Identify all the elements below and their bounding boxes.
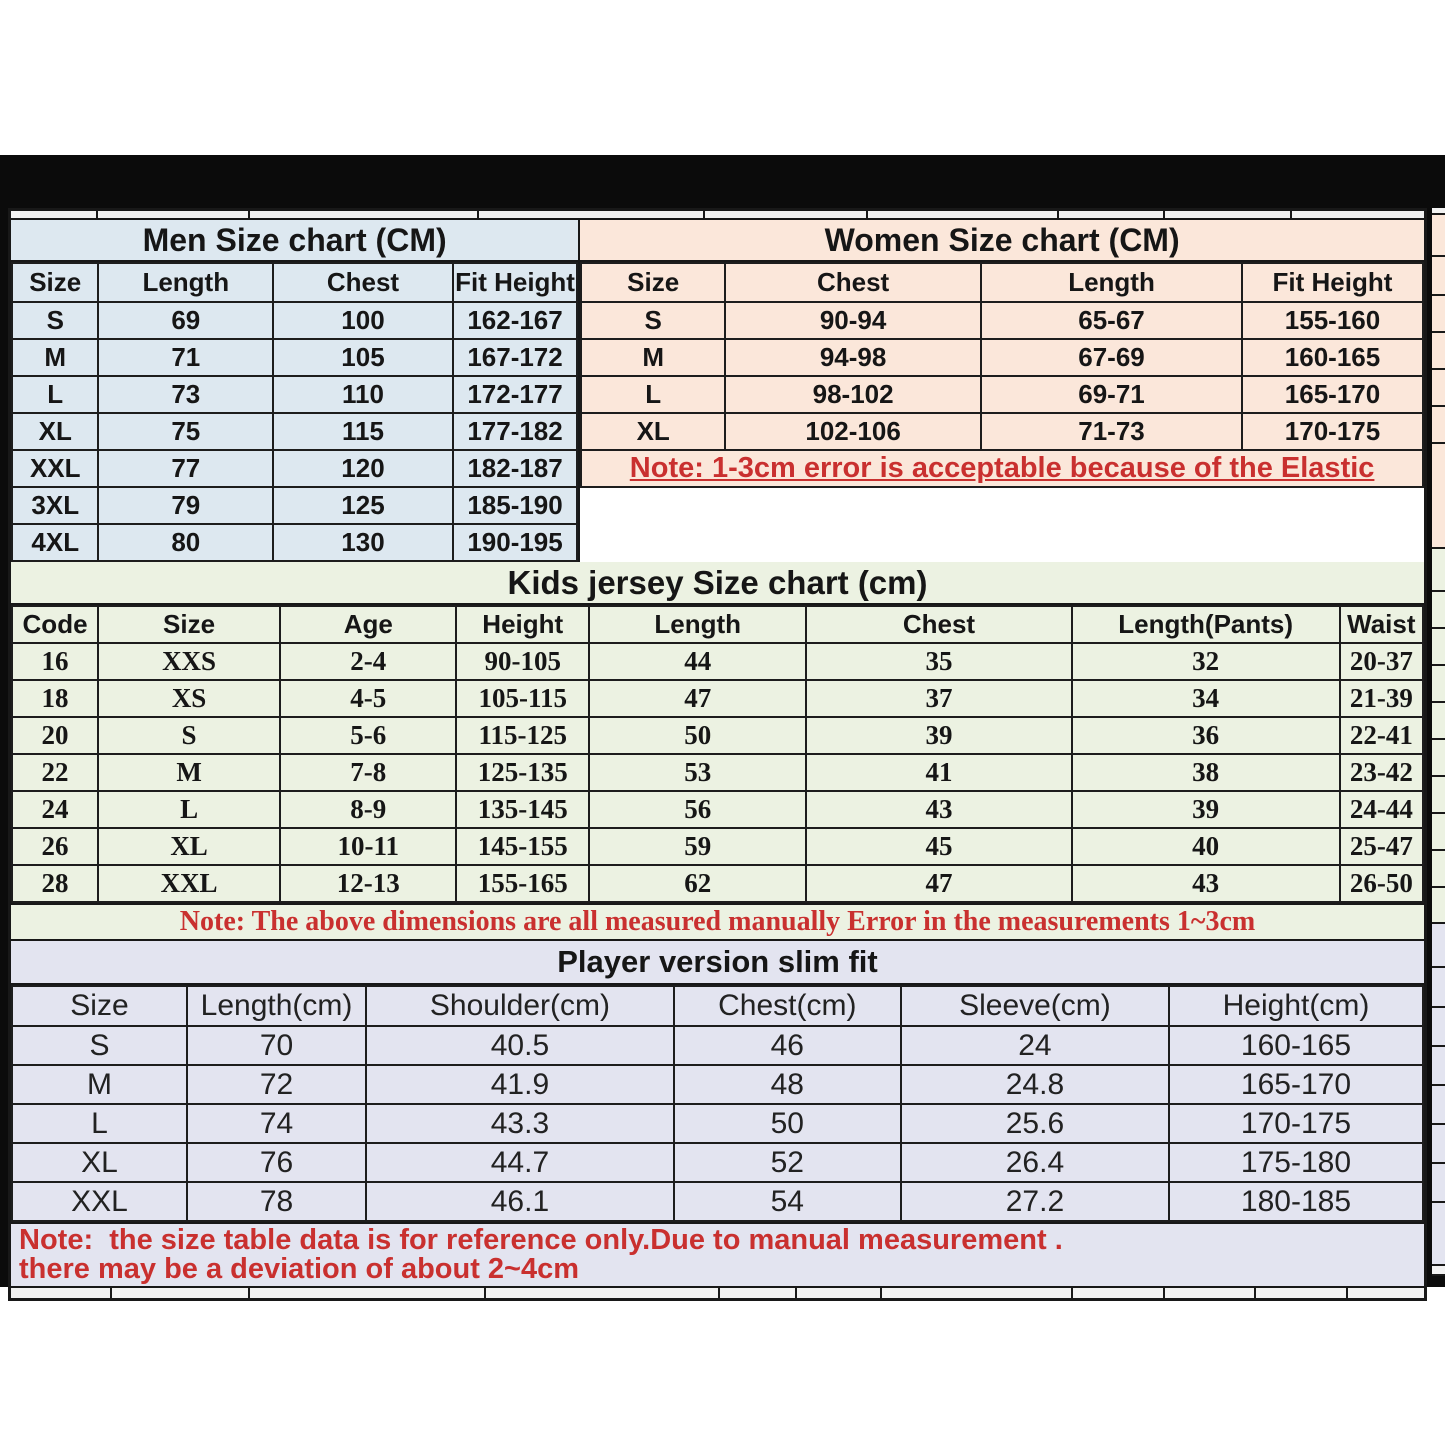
column-header: Size	[12, 986, 187, 1026]
men-chart-title: Men Size chart (CM)	[11, 220, 578, 262]
table-cell: 90-105	[456, 643, 589, 680]
table-cell: 24	[12, 791, 98, 828]
table-cell: 35	[806, 643, 1071, 680]
table-cell: 34	[1072, 680, 1340, 717]
black-band	[0, 155, 1445, 1287]
table-cell: 43	[1072, 865, 1340, 902]
clipped-cell	[1432, 629, 1445, 666]
table-cell: M	[12, 1065, 187, 1104]
table-cell: 47	[589, 680, 806, 717]
table-row	[12, 717, 1423, 754]
women-size-chart	[578, 220, 1424, 562]
table-cell: 26	[12, 828, 98, 865]
clipped-cell	[1432, 968, 1445, 1008]
clipped-row-bottom	[11, 1286, 1424, 1298]
kids-measurement-note: Note: The above dimensions are all measured manually Error in the measurements 1~3cm	[11, 903, 1424, 941]
table-cell: 72	[187, 1065, 366, 1104]
table-cell: 56	[589, 791, 806, 828]
table-cell: S	[98, 717, 280, 754]
table-row	[12, 643, 1423, 680]
table-cell: 23-42	[1340, 754, 1423, 791]
player-version-table	[11, 985, 1424, 1222]
table-cell: 59	[589, 828, 806, 865]
table-cell: 24-44	[1340, 791, 1423, 828]
column-header: Code	[12, 606, 98, 643]
clipped-cell	[1432, 1008, 1445, 1047]
table-row	[12, 339, 577, 376]
table-cell: 20	[12, 717, 98, 754]
column-header: Shoulder(cm)	[366, 986, 674, 1026]
clipped-cell	[1432, 1266, 1445, 1276]
table-cell: 24	[901, 1026, 1169, 1065]
table-row	[12, 754, 1423, 791]
table-cell: 50	[674, 1104, 901, 1143]
table-cell: 53	[589, 754, 806, 791]
table-cell: 74	[187, 1104, 366, 1143]
table-cell: 105-115	[456, 680, 589, 717]
column-header: Fit Height	[1242, 263, 1423, 302]
table-row	[12, 1104, 1423, 1143]
table-cell: 40	[1072, 828, 1340, 865]
table-cell: 18	[12, 680, 98, 717]
table-cell: 145-155	[456, 828, 589, 865]
table-cell: 44.7	[366, 1143, 674, 1182]
size-chart-sheet	[8, 208, 1427, 1301]
column-header: Size	[12, 263, 98, 302]
table-cell: 43.3	[366, 1104, 674, 1143]
table-cell: 105	[273, 339, 453, 376]
table-row	[12, 376, 577, 413]
table-cell: 45	[806, 828, 1071, 865]
table-cell: 65-67	[981, 302, 1242, 339]
column-header: Sleeve(cm)	[901, 986, 1169, 1026]
column-header: Length	[981, 263, 1242, 302]
table-cell: 98-102	[725, 376, 981, 413]
table-cell: 78	[187, 1182, 366, 1221]
table-cell: 27.2	[901, 1182, 1169, 1221]
table-cell: XL	[12, 413, 98, 450]
men-size-chart	[11, 220, 578, 562]
table-row	[12, 1026, 1423, 1065]
table-cell: 21-39	[1340, 680, 1423, 717]
table-cell: 47	[806, 865, 1071, 902]
table-cell: 36	[1072, 717, 1340, 754]
table-row	[12, 865, 1423, 902]
table-cell: 28	[12, 865, 98, 902]
table-cell: 41.9	[366, 1065, 674, 1104]
clipped-cell	[1432, 257, 1445, 296]
table-cell: M	[581, 339, 725, 376]
table-cell: S	[12, 1026, 187, 1065]
clipped-cell	[1432, 1125, 1445, 1164]
table-cell: 170-175	[1169, 1104, 1423, 1143]
table-cell: 100	[273, 302, 453, 339]
table-cell: 180-185	[1169, 1182, 1423, 1221]
kids-size-table	[11, 605, 1424, 903]
clipped-cell	[1432, 814, 1445, 851]
clipped-cell	[1432, 851, 1445, 888]
table-cell: 170-175	[1242, 413, 1423, 450]
table-cell: 160-165	[1169, 1026, 1423, 1065]
column-header: Length(Pants)	[1072, 606, 1340, 643]
column-header: Chest	[725, 263, 981, 302]
table-cell: 24.8	[901, 1065, 1169, 1104]
table-cell: 25.6	[901, 1104, 1169, 1143]
table-cell: 185-190	[453, 487, 577, 524]
women-note-cell	[581, 450, 1423, 487]
table-cell: 69-71	[981, 376, 1242, 413]
table-cell: 165-170	[1242, 376, 1423, 413]
table-row	[581, 376, 1423, 413]
men-header-row	[12, 263, 577, 302]
player-chart-title: Player version slim fit	[11, 941, 1424, 985]
table-row	[581, 339, 1423, 376]
table-cell: 76	[187, 1143, 366, 1182]
table-cell: 4-5	[280, 680, 456, 717]
table-cell: 135-145	[456, 791, 589, 828]
elastic-note: Note: 1-3cm error is acceptable because of the Elastic	[629, 452, 1375, 484]
table-cell: 182-187	[453, 450, 577, 487]
women-header-row	[581, 263, 1423, 302]
table-cell: 70	[187, 1026, 366, 1065]
table-cell: 12-13	[280, 865, 456, 902]
table-cell: 75	[98, 413, 273, 450]
table-cell: 62	[589, 865, 806, 902]
column-header: Height	[456, 606, 589, 643]
table-cell: 3XL	[12, 487, 98, 524]
clipped-cell	[1432, 296, 1445, 333]
table-cell: 52	[674, 1143, 901, 1182]
table-cell: M	[98, 754, 280, 791]
footer-reference-note	[11, 1222, 1424, 1286]
table-cell: L	[12, 376, 98, 413]
table-cell: 8-9	[280, 791, 456, 828]
table-cell: 46.1	[366, 1182, 674, 1221]
table-cell: 110	[273, 376, 453, 413]
table-cell: 4XL	[12, 524, 98, 561]
table-cell: 5-6	[280, 717, 456, 754]
table-row	[12, 524, 577, 561]
footer-note-line1: Note: the size table data is for reference only.Due to manual measurement .	[19, 1224, 1063, 1256]
table-cell: L	[581, 376, 725, 413]
clipped-cell	[1432, 592, 1445, 629]
column-header: Fit Height	[453, 263, 577, 302]
table-cell: 7-8	[280, 754, 456, 791]
table-cell: L	[12, 1104, 187, 1143]
table-cell: 50	[589, 717, 806, 754]
table-cell: 125-135	[456, 754, 589, 791]
clipped-cell	[1432, 666, 1445, 703]
clipped-cell	[1432, 208, 1445, 215]
table-cell: 39	[1072, 791, 1340, 828]
table-row	[12, 791, 1423, 828]
table-cell: 125	[273, 487, 453, 524]
table-cell: 71-73	[981, 413, 1242, 450]
table-cell: XL	[12, 1143, 187, 1182]
men-size-table	[11, 262, 578, 562]
men-women-section	[11, 220, 1424, 562]
table-cell: 20-37	[1340, 643, 1423, 680]
clipped-row-top	[11, 211, 1424, 220]
table-cell: M	[12, 339, 98, 376]
table-row	[12, 487, 577, 524]
table-cell: 120	[273, 450, 453, 487]
column-header: Length(cm)	[187, 986, 366, 1026]
table-cell: S	[12, 302, 98, 339]
table-row	[12, 413, 577, 450]
table-cell: 38	[1072, 754, 1340, 791]
table-cell: 73	[98, 376, 273, 413]
clipped-cell	[1432, 924, 1445, 968]
table-cell: 69	[98, 302, 273, 339]
table-cell: 48	[674, 1065, 901, 1104]
clipped-cell	[1432, 549, 1445, 592]
table-cell: 190-195	[453, 524, 577, 561]
column-header: Size	[581, 263, 725, 302]
table-cell: 40.5	[366, 1026, 674, 1065]
table-cell: 77	[98, 450, 273, 487]
table-cell: 94-98	[725, 339, 981, 376]
player-header-row	[12, 986, 1423, 1026]
table-row	[12, 450, 577, 487]
clipped-cell	[1432, 1203, 1445, 1266]
table-cell: L	[98, 791, 280, 828]
table-cell: 37	[806, 680, 1071, 717]
table-row	[581, 413, 1423, 450]
clipped-cell	[1432, 777, 1445, 814]
table-cell: S	[581, 302, 725, 339]
clipped-cell	[1432, 444, 1445, 549]
table-cell: XXL	[98, 865, 280, 902]
table-cell: 80	[98, 524, 273, 561]
table-cell: 46	[674, 1026, 901, 1065]
table-row	[12, 1065, 1423, 1104]
table-row	[581, 302, 1423, 339]
table-cell: XL	[98, 828, 280, 865]
table-cell: 162-167	[453, 302, 577, 339]
table-cell: 16	[12, 643, 98, 680]
column-header: Chest	[806, 606, 1071, 643]
table-cell: 115-125	[456, 717, 589, 754]
table-cell: 41	[806, 754, 1071, 791]
column-header: Length	[589, 606, 806, 643]
table-cell: 26.4	[901, 1143, 1169, 1182]
clipped-cell	[1432, 333, 1445, 370]
table-cell: 160-165	[1242, 339, 1423, 376]
table-row	[12, 1182, 1423, 1221]
women-size-table	[580, 262, 1424, 488]
clipped-cell	[1432, 1086, 1445, 1125]
table-cell: 130	[273, 524, 453, 561]
women-chart-title: Women Size chart (CM)	[580, 220, 1424, 262]
table-cell: XS	[98, 680, 280, 717]
table-cell: 172-177	[453, 376, 577, 413]
clipped-cell	[1432, 888, 1445, 924]
column-header: Chest(cm)	[674, 986, 901, 1026]
table-cell: XXL	[12, 450, 98, 487]
table-cell: 67-69	[981, 339, 1242, 376]
table-row	[12, 302, 577, 339]
table-cell: 115	[273, 413, 453, 450]
column-header: Waist	[1340, 606, 1423, 643]
table-cell: 25-47	[1340, 828, 1423, 865]
women-note-row	[581, 450, 1423, 487]
table-cell: 10-11	[280, 828, 456, 865]
kids-chart-title: Kids jersey Size chart (cm)	[11, 562, 1424, 605]
table-cell: 32	[1072, 643, 1340, 680]
column-header: Chest	[273, 263, 453, 302]
table-cell: 167-172	[453, 339, 577, 376]
column-header: Size	[98, 606, 280, 643]
table-cell: 39	[806, 717, 1071, 754]
table-cell: 79	[98, 487, 273, 524]
table-cell: 155-160	[1242, 302, 1423, 339]
table-cell: 155-165	[456, 865, 589, 902]
kids-header-row	[12, 606, 1423, 643]
table-cell: XXS	[98, 643, 280, 680]
table-row	[12, 680, 1423, 717]
table-cell: 26-50	[1340, 865, 1423, 902]
table-row	[12, 828, 1423, 865]
table-cell: 177-182	[453, 413, 577, 450]
clipped-cell	[1432, 1047, 1445, 1086]
clipped-cell	[1432, 370, 1445, 407]
clipped-cell	[1432, 215, 1445, 257]
table-cell: XXL	[12, 1182, 187, 1221]
table-cell: 2-4	[280, 643, 456, 680]
table-cell: 71	[98, 339, 273, 376]
table-row	[12, 1143, 1423, 1182]
table-cell: 44	[589, 643, 806, 680]
column-header: Length	[98, 263, 273, 302]
footer-note-line2: there may be a deviation of about 2~4cm	[19, 1253, 580, 1285]
column-header: Age	[280, 606, 456, 643]
clipped-cell	[1432, 407, 1445, 444]
clipped-cell	[1432, 703, 1445, 740]
clipped-cell	[1432, 740, 1445, 777]
table-cell: 90-94	[725, 302, 981, 339]
column-header: Height(cm)	[1169, 986, 1423, 1026]
table-cell: XL	[581, 413, 725, 450]
table-cell: 165-170	[1169, 1065, 1423, 1104]
clipped-column-right	[1432, 208, 1445, 1276]
table-cell: 102-106	[725, 413, 981, 450]
table-cell: 22	[12, 754, 98, 791]
clipped-cell	[1432, 1164, 1445, 1203]
table-cell: 175-180	[1169, 1143, 1423, 1182]
table-cell: 43	[806, 791, 1071, 828]
table-cell: 54	[674, 1182, 901, 1221]
table-cell: 22-41	[1340, 717, 1423, 754]
